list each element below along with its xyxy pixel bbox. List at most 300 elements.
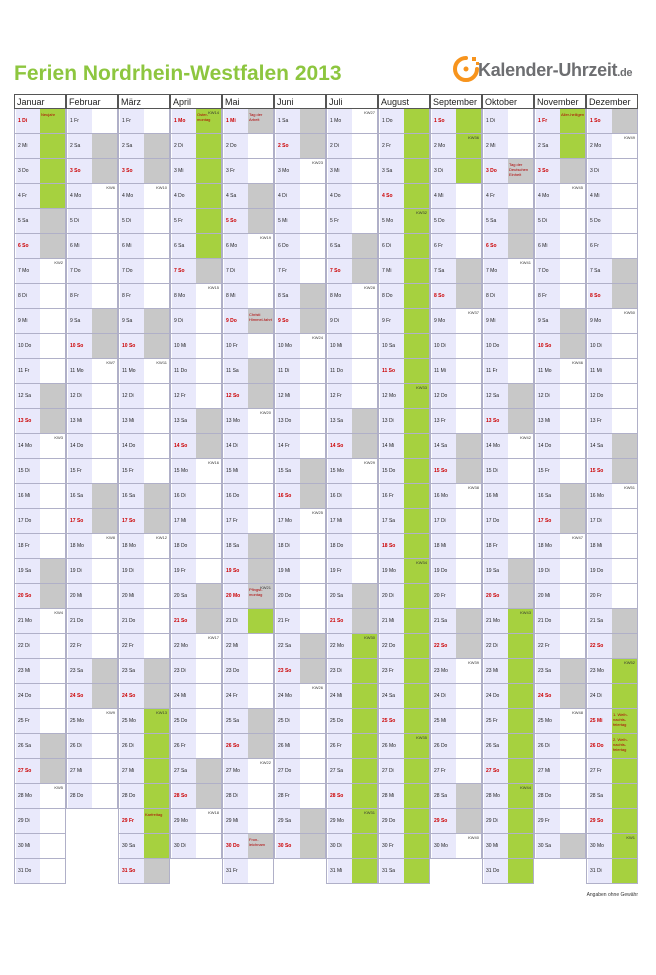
day-cell [534, 234, 586, 259]
day-cell [118, 434, 170, 459]
day-marker [404, 834, 430, 858]
day-cell [482, 334, 534, 359]
day-cell [586, 109, 638, 134]
day-cell [326, 509, 378, 534]
day-label: 2 So [276, 134, 300, 158]
day-label: 1 Sa [276, 109, 300, 133]
day-cell [118, 109, 170, 134]
day-cell [170, 784, 222, 809]
day-label: 1 Fr [68, 109, 92, 133]
day-label: 4 Mo [120, 184, 144, 208]
day-marker [404, 434, 430, 458]
day-label: 11 Fr [484, 359, 508, 383]
day-label: 15 Do [380, 459, 404, 483]
holiday-note: Pfingst-montag [249, 587, 263, 597]
day-label: 31 Di [588, 859, 612, 883]
day-label: 15 Di [16, 459, 40, 483]
day-label: 14 Mo [16, 434, 40, 458]
day-marker [40, 534, 66, 558]
day-cell [482, 259, 534, 284]
day-label: 13 Sa [172, 409, 196, 433]
day-label: 27 Sa [328, 759, 352, 783]
day-marker [352, 159, 378, 183]
day-cell [326, 759, 378, 784]
day-label: 27 Mi [68, 759, 92, 783]
day-label: 17 Mi [328, 509, 352, 533]
day-label: 22 Fr [68, 634, 92, 658]
day-marker [300, 434, 326, 458]
day-cell [66, 584, 118, 609]
day-marker [196, 384, 222, 408]
day-marker [300, 109, 326, 133]
week-number: KW8 [106, 535, 115, 540]
day-marker [612, 859, 638, 883]
day-label: 9 Mo [432, 309, 456, 333]
day-cell [326, 284, 378, 309]
day-cell [222, 634, 274, 659]
day-marker [508, 134, 534, 158]
week-number: KW12 [156, 535, 167, 540]
day-cell [482, 559, 534, 584]
day-marker [92, 559, 118, 583]
day-cell [14, 759, 66, 784]
day-label: 15 Fr [68, 459, 92, 483]
month-header: Juli [326, 94, 378, 109]
day-label: 23 Mo [588, 659, 612, 683]
day-label: 9 So [276, 309, 300, 333]
day-marker [508, 734, 534, 758]
day-cell [482, 834, 534, 859]
day-marker [404, 284, 430, 308]
day-label: 4 Fr [16, 184, 40, 208]
holiday-note: Neujahr [41, 112, 56, 117]
day-label: 15 So [588, 459, 612, 483]
day-label: 23 Mo [432, 659, 456, 683]
day-label: 6 So [484, 234, 508, 258]
day-marker [300, 559, 326, 583]
day-cell [586, 734, 638, 759]
day-cell [586, 559, 638, 584]
day-marker [404, 709, 430, 733]
day-marker [560, 284, 586, 308]
day-marker [404, 859, 430, 883]
day-marker [352, 209, 378, 233]
day-marker [248, 484, 274, 508]
day-marker [560, 559, 586, 583]
day-cell [586, 834, 638, 859]
day-cell [170, 259, 222, 284]
day-marker [144, 584, 170, 608]
day-marker [144, 559, 170, 583]
day-cell [170, 709, 222, 734]
day-label: 25 Fr [16, 709, 40, 733]
day-cell [482, 484, 534, 509]
week-number: KW43 [520, 610, 531, 615]
day-label: 14 Mo [484, 434, 508, 458]
day-marker [248, 359, 274, 383]
day-cell [222, 709, 274, 734]
day-marker [40, 459, 66, 483]
day-label: 31 Sa [380, 859, 404, 883]
day-label: 15 Di [484, 459, 508, 483]
day-label: 23 Do [224, 659, 248, 683]
day-label: 5 Mi [276, 209, 300, 233]
day-marker [560, 484, 586, 508]
day-cell [378, 834, 430, 859]
day-label: 3 Di [588, 159, 612, 183]
day-cell [378, 434, 430, 459]
week-number: KW27 [364, 110, 375, 115]
day-marker [248, 859, 274, 883]
day-cell [14, 659, 66, 684]
day-marker [92, 434, 118, 458]
day-cell [14, 684, 66, 709]
day-cell [430, 234, 482, 259]
day-marker [404, 134, 430, 158]
day-cell [482, 459, 534, 484]
day-cell [482, 634, 534, 659]
day-cell [222, 309, 274, 334]
day-marker [40, 834, 66, 858]
day-label: 10 So [536, 334, 560, 358]
day-marker [508, 834, 534, 858]
day-label: 22 Di [16, 634, 40, 658]
day-cell [534, 209, 586, 234]
day-marker [300, 234, 326, 258]
day-cell [170, 584, 222, 609]
day-cell [66, 709, 118, 734]
day-label: 20 Di [380, 584, 404, 608]
day-marker [508, 359, 534, 383]
week-number: KW32 [416, 210, 427, 215]
day-label: 16 Fr [380, 484, 404, 508]
day-cell [326, 159, 378, 184]
day-marker [508, 184, 534, 208]
day-label: 11 Mi [588, 359, 612, 383]
day-marker [300, 284, 326, 308]
day-cell [482, 184, 534, 209]
day-cell [170, 384, 222, 409]
day-marker [456, 284, 482, 308]
day-marker [248, 634, 274, 658]
day-label: 12 Do [432, 384, 456, 408]
day-cell [482, 434, 534, 459]
day-cell [378, 484, 430, 509]
day-label: 8 Fr [536, 284, 560, 308]
day-marker [612, 784, 638, 808]
day-marker [40, 709, 66, 733]
day-marker [612, 359, 638, 383]
day-label: 18 Fr [16, 534, 40, 558]
day-label: 12 Di [68, 384, 92, 408]
day-cell [586, 384, 638, 409]
month-column [170, 94, 222, 890]
day-cell [118, 534, 170, 559]
day-marker [456, 434, 482, 458]
day-label: 1 So [432, 109, 456, 133]
day-label: 5 Do [588, 209, 612, 233]
day-cell [222, 184, 274, 209]
day-label: 17 Do [16, 509, 40, 533]
empty-cell [534, 859, 586, 884]
week-number: KW19 [260, 235, 271, 240]
day-cell [66, 534, 118, 559]
day-cell [534, 659, 586, 684]
day-cell [222, 509, 274, 534]
day-marker [144, 634, 170, 658]
day-cell [326, 209, 378, 234]
day-cell [274, 284, 326, 309]
day-label: 29 Mi [224, 809, 248, 833]
day-cell [378, 409, 430, 434]
day-label: 11 So [380, 359, 404, 383]
day-cell [14, 859, 66, 884]
week-number: KW42 [520, 435, 531, 440]
day-label: 30 Mi [16, 834, 40, 858]
day-marker [560, 834, 586, 858]
day-label: 26 Fr [172, 734, 196, 758]
day-marker [40, 359, 66, 383]
day-label: 16 Do [224, 484, 248, 508]
day-label: 25 Mo [120, 709, 144, 733]
day-label: 9 Sa [120, 309, 144, 333]
day-label: 13 So [16, 409, 40, 433]
day-marker [456, 534, 482, 558]
day-label: 18 Mi [588, 534, 612, 558]
day-label: 25 Mi [432, 709, 456, 733]
day-label: 7 Do [536, 259, 560, 283]
day-cell [274, 234, 326, 259]
day-label: 30 Sa [120, 834, 144, 858]
day-label: 27 Sa [172, 759, 196, 783]
day-label: 24 Do [484, 684, 508, 708]
day-marker [144, 734, 170, 758]
day-label: 12 Fr [328, 384, 352, 408]
week-number: KW50 [624, 310, 635, 315]
day-marker [508, 384, 534, 408]
day-cell [586, 284, 638, 309]
day-label: 14 Do [120, 434, 144, 458]
day-label: 18 Mo [536, 534, 560, 558]
day-label: 2 Sa [68, 134, 92, 158]
day-label: 13 Fr [588, 409, 612, 433]
day-marker [92, 459, 118, 483]
day-marker [612, 684, 638, 708]
day-cell [326, 834, 378, 859]
day-marker [300, 834, 326, 858]
day-label: 26 Mi [276, 734, 300, 758]
day-cell [430, 659, 482, 684]
day-cell [534, 109, 586, 134]
day-label: 3 So [536, 159, 560, 183]
day-label: 28 So [328, 784, 352, 808]
week-number: KW13 [156, 710, 167, 715]
day-label: 28 Fr [276, 784, 300, 808]
day-marker [300, 584, 326, 608]
week-number: KW29 [364, 460, 375, 465]
day-label: 5 Fr [172, 209, 196, 233]
day-marker [404, 809, 430, 833]
day-marker [352, 184, 378, 208]
day-marker [92, 734, 118, 758]
day-marker [196, 834, 222, 858]
day-marker [144, 459, 170, 483]
day-label: 13 Do [276, 409, 300, 433]
day-cell [274, 209, 326, 234]
day-cell [482, 684, 534, 709]
month-column [482, 94, 534, 890]
day-marker [404, 609, 430, 633]
day-label: 1 Mo [172, 109, 196, 133]
day-label: 16 Di [172, 484, 196, 508]
day-label: 2 Mi [484, 134, 508, 158]
day-marker [144, 759, 170, 783]
day-marker [248, 534, 274, 558]
week-number: KW36 [468, 135, 479, 140]
day-marker [248, 159, 274, 183]
day-marker [560, 609, 586, 633]
day-cell [430, 834, 482, 859]
day-label: 19 Di [68, 559, 92, 583]
day-marker [144, 834, 170, 858]
day-label: 17 Mi [172, 509, 196, 533]
day-cell [378, 284, 430, 309]
day-cell [118, 359, 170, 384]
day-marker [196, 134, 222, 158]
day-label: 7 Di [224, 259, 248, 283]
day-label: 24 So [68, 684, 92, 708]
day-marker [560, 659, 586, 683]
day-label: 6 Mi [120, 234, 144, 258]
day-cell [378, 109, 430, 134]
day-label: 9 Di [172, 309, 196, 333]
day-marker [300, 409, 326, 433]
day-cell [534, 284, 586, 309]
empty-cell [66, 809, 118, 834]
day-label: 27 Mo [224, 759, 248, 783]
day-marker [352, 859, 378, 883]
day-label: 4 Mi [432, 184, 456, 208]
day-label: 16 Mo [432, 484, 456, 508]
day-cell [430, 409, 482, 434]
day-cell [14, 409, 66, 434]
day-cell [118, 209, 170, 234]
week-number: KW14 [208, 110, 219, 115]
day-label: 29 Sa [276, 809, 300, 833]
day-label: 8 So [432, 284, 456, 308]
day-label: 20 Sa [172, 584, 196, 608]
day-label: 1 Do [380, 109, 404, 133]
day-label: 22 So [432, 634, 456, 658]
day-cell [14, 559, 66, 584]
day-marker [560, 434, 586, 458]
month-column [66, 94, 118, 890]
month-header: April [170, 94, 222, 109]
day-label: 21 Mo [16, 609, 40, 633]
day-cell [482, 409, 534, 434]
day-cell [586, 334, 638, 359]
day-cell [586, 134, 638, 159]
day-label: 29 So [588, 809, 612, 833]
day-marker [40, 334, 66, 358]
day-label: 1 Fr [120, 109, 144, 133]
day-cell [66, 184, 118, 209]
day-cell [14, 709, 66, 734]
day-cell [222, 559, 274, 584]
day-cell [222, 684, 274, 709]
day-marker [508, 409, 534, 433]
day-marker [300, 609, 326, 633]
month-header: Juni [274, 94, 326, 109]
day-cell [378, 534, 430, 559]
day-cell [222, 434, 274, 459]
day-marker [456, 334, 482, 358]
day-cell [534, 359, 586, 384]
day-marker [92, 334, 118, 358]
week-number: KW11 [156, 360, 167, 365]
day-label: 3 Mi [328, 159, 352, 183]
day-cell [534, 809, 586, 834]
day-marker [196, 559, 222, 583]
day-cell [66, 509, 118, 534]
day-marker [456, 559, 482, 583]
day-marker [196, 234, 222, 258]
day-label: 13 Di [380, 409, 404, 433]
day-cell [66, 334, 118, 359]
day-label: 21 So [328, 609, 352, 633]
day-marker [404, 234, 430, 258]
day-cell [482, 659, 534, 684]
day-label: 22 Sa [276, 634, 300, 658]
day-marker [144, 859, 170, 883]
day-marker [560, 309, 586, 333]
day-label: 28 Mo [16, 784, 40, 808]
day-marker [352, 534, 378, 558]
day-marker [300, 734, 326, 758]
day-marker [508, 584, 534, 608]
day-cell [274, 409, 326, 434]
day-marker [248, 684, 274, 708]
day-cell [326, 309, 378, 334]
week-number: KW28 [364, 285, 375, 290]
day-label: 31 Mi [328, 859, 352, 883]
day-label: 6 Mi [68, 234, 92, 258]
day-marker [92, 234, 118, 258]
day-cell [534, 134, 586, 159]
day-label: 4 Do [172, 184, 196, 208]
day-marker [352, 259, 378, 283]
day-marker [508, 309, 534, 333]
day-marker [612, 559, 638, 583]
calendar-grid [14, 94, 638, 890]
day-cell [586, 809, 638, 834]
day-cell [14, 484, 66, 509]
day-cell [430, 309, 482, 334]
day-cell [274, 734, 326, 759]
day-marker [352, 359, 378, 383]
day-cell [482, 509, 534, 534]
day-marker [92, 309, 118, 333]
day-cell [118, 259, 170, 284]
day-label: 29 Fr [120, 809, 144, 833]
day-marker [92, 509, 118, 533]
day-cell [66, 284, 118, 309]
day-label: 3 Di [432, 159, 456, 183]
day-label: 17 Sa [380, 509, 404, 533]
day-label: 7 Do [68, 259, 92, 283]
day-label: 22 Di [484, 634, 508, 658]
month-header: November [534, 94, 586, 109]
